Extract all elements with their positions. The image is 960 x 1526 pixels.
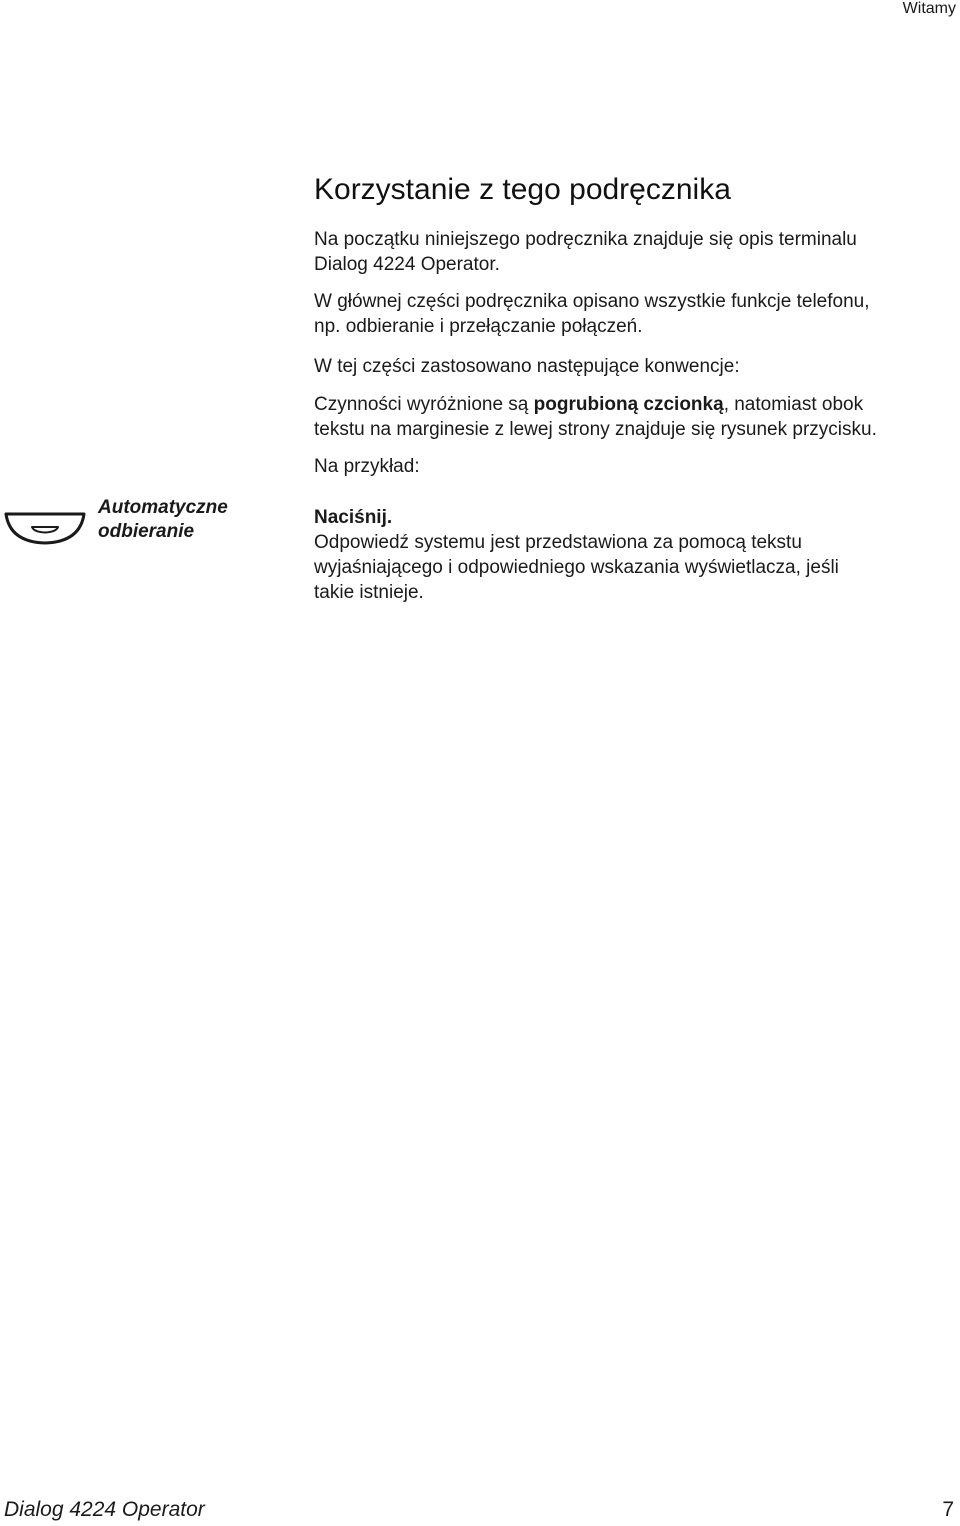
margin-label-line-1: Automatyczne: [98, 497, 228, 518]
actions-text-pre: Czynności wyróżnione są: [314, 394, 534, 415]
page-title: Korzystanie z tego podręcznika: [314, 173, 731, 206]
actions-paragraph: [314, 392, 954, 442]
example-paragraph: [314, 505, 954, 605]
example-label: Na przykład:: [314, 456, 420, 477]
main-line-1: W głównej części podręcznika opisano wszystkie funkcje telefonu,: [314, 291, 870, 312]
main-part-paragraph: [314, 289, 954, 339]
margin-label-line-2: odbieranie: [98, 521, 195, 542]
response-line-1: Odpowiedź systemu jest przedstawiona za pomocą tekstu: [314, 532, 802, 553]
response-line-2: wyjaśniającego i odpowiedniego wskazania wyświetlacza, jeśli: [314, 557, 839, 578]
intro-line-1: Na początku niniejszego podręcznika znajduje się opis terminalu: [314, 229, 857, 250]
margin-label: [98, 496, 298, 544]
response-line-3: takie istnieje.: [314, 582, 424, 603]
running-header: Witamy: [902, 0, 956, 17]
page-number: 7: [942, 1498, 954, 1521]
main-line-2: np. odbieranie i przełączanie połączeń.: [314, 316, 643, 337]
actions-line-2: tekstu na marginesie z lewej strony znajduje się rysunek przycisku.: [314, 419, 877, 440]
footer-product: Dialog 4224 Operator: [4, 1498, 205, 1521]
actions-text-post: , natomiast obok: [723, 394, 864, 415]
intro-line-2: Dialog 4224 Operator.: [314, 254, 500, 275]
intro-paragraph: [314, 227, 954, 277]
actions-text-bold: pogrubioną czcionką: [533, 394, 724, 415]
answer-key-icon: [4, 510, 86, 546]
action-instruction: Naciśnij.: [314, 507, 393, 528]
conventions-paragraph: W tej części zastosowano następujące konwencje:: [314, 356, 740, 377]
